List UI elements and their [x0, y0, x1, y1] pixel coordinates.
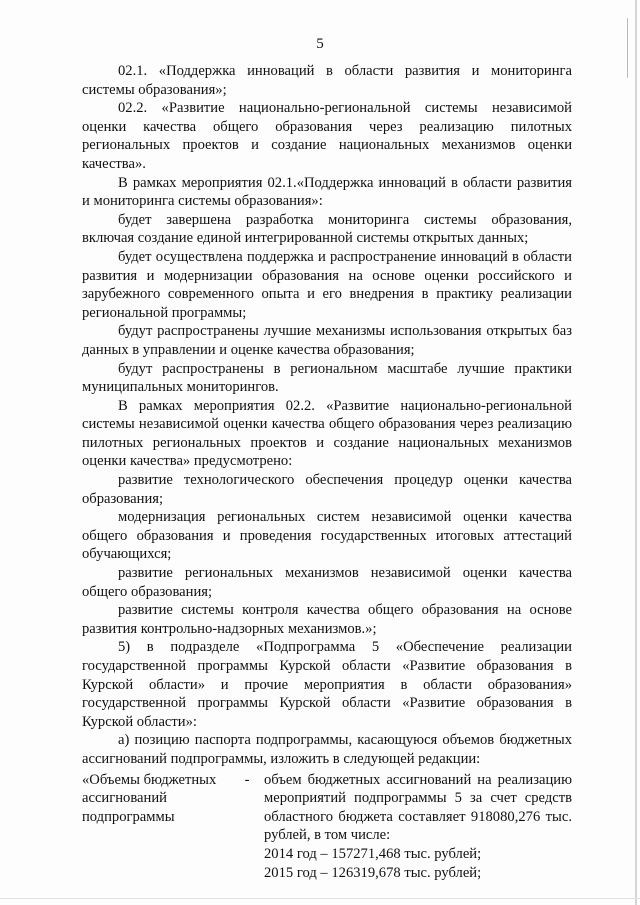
scan-bottom-edge — [0, 898, 640, 899]
paragraph: будет завершена разработка мониторинга системы образования, включая создание единой интегрированной системы открытых данных; — [82, 211, 572, 247]
table-right-line: 2014 год – 157271,468 тыс. рублей; — [264, 845, 482, 862]
paragraph: развитие технологического обеспечения процедур оценки качества образования; — [82, 472, 572, 507]
paragraph: будут распространены в региональном масштабе лучшие практики муниципальных мониторингов. — [82, 360, 572, 396]
paragraph: 02.2. «Развитие национально-региональной системы независимой оценки качества общего образования через реализацию пилотных региональных проектов и создание национальных механизмов оценки качества». — [82, 100, 572, 172]
table-dash: - — [244, 771, 250, 788]
paragraph: В рамках мероприятия 02.2. «Развитие национально-региональной системы независимой оценки качества общего образования через реализацию пилотных региональных проектов и создание национальных механизмов оценки качества» предусмотрено: — [82, 397, 572, 470]
page-number: 5 — [316, 36, 324, 52]
table-right-line: 2015 год – 126319,678 тыс. рублей; — [264, 864, 482, 881]
table-left-cell: «Объемы бюджетных ассигнований подпрограммы — [82, 771, 217, 825]
scan-edge — [635, 0, 637, 905]
paragraph: 02.1. «Поддержка инноваций в области развития и мониторинга системы образования»; — [82, 63, 572, 98]
paragraph: развитие региональных механизмов независимой оценки качества общего образования; — [82, 565, 572, 600]
passport-table — [82, 771, 572, 883]
paragraph: будут распространены лучшие механизмы использования открытых баз данных в управлении и оценке качества образования; — [82, 323, 572, 358]
table-right-line: объем бюджетных ассигнований на реализацию мероприятий подпрограммы 5 за счет средств областного бюджета составляет 918080,276 тыс. рублей, в том числе: — [264, 771, 572, 844]
document-body — [82, 62, 572, 882]
paragraph: В рамках мероприятия 02.1.«Поддержка инноваций в области развития и мониторинга системы образования»: — [82, 174, 572, 210]
paragraph: а) позицию паспорта подпрограммы, касающуюся объемов бюджетных ассигнований подпрограммы, изложить в следующей редакции: — [82, 732, 572, 767]
paragraph: будет осуществлена поддержка и распространение инноваций в области развития и модернизации образования на основе оценки российского и зарубежного современного опыта и его внедрения в практику реализации региональной программы; — [82, 248, 572, 321]
paragraph: 5) в подразделе «Подпрограмма 5 «Обеспечение реализации государственной программы Курской области «Развитие образования в Курской области» и прочие мероприятия в области образования» государственной программы Курской области «Развитие образования в Курской области»: — [82, 639, 572, 730]
paragraph: развитие системы контроля качества общего образования на основе развития контрольно-надзорных механизмов.»; — [82, 602, 572, 637]
paragraph: модернизация региональных систем независимой оценки качества общего образования и проведения государственных итоговых аттестаций обучающихся; — [82, 509, 572, 563]
table-right-cell — [264, 771, 572, 883]
